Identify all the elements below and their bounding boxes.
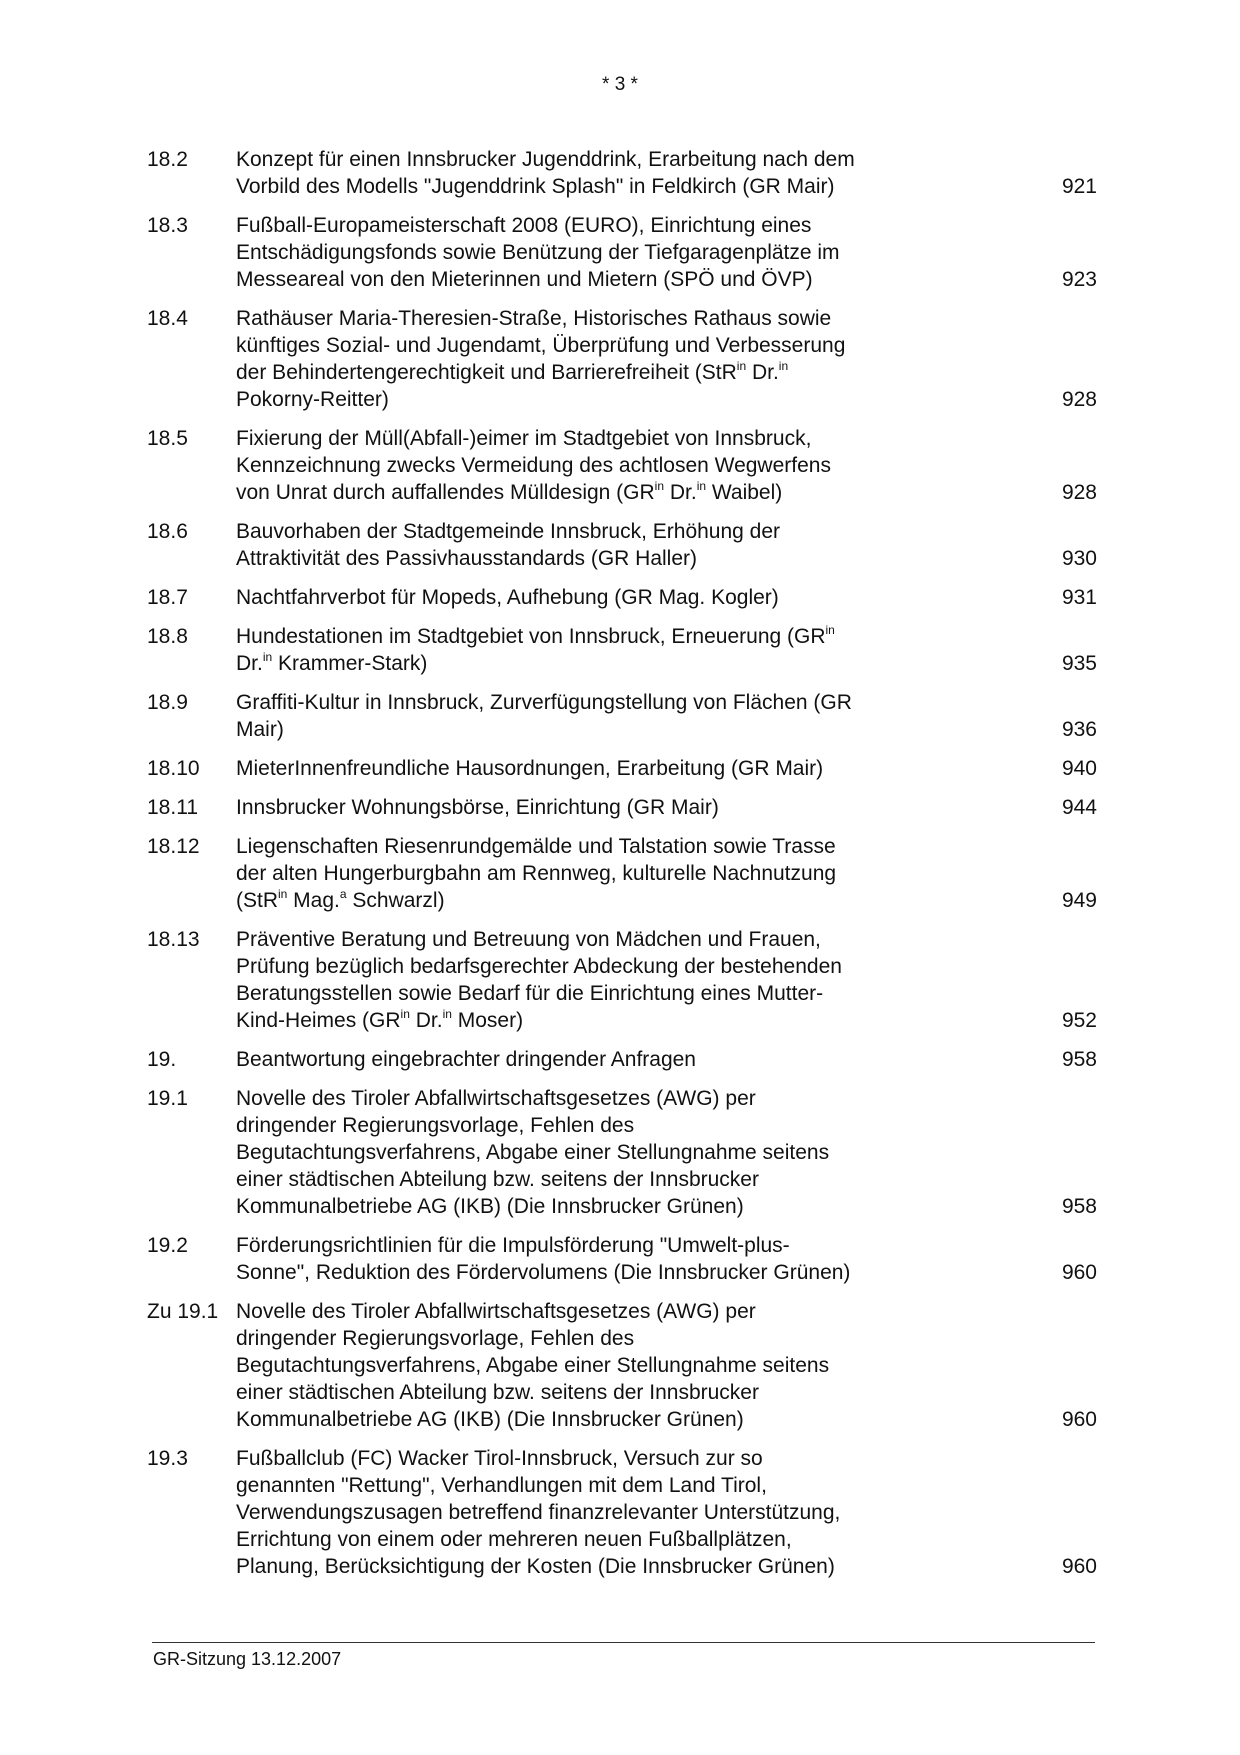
toc-entry-title-line: (StR$^{in}$ Mag.$^a$ Schwarzl) xyxy=(236,887,445,912)
toc-entry-title-line: Novelle des Tiroler Abfallwirtschaftsgesetzes (AWG) per xyxy=(236,1300,756,1323)
toc-entry xyxy=(147,584,1097,611)
toc-entry-title-line: Liegenschaften Riesenrundgemälde und Talstation sowie Trasse xyxy=(236,835,836,858)
toc-entry-title xyxy=(236,584,936,611)
toc-entry-page: 940 xyxy=(1061,757,1097,780)
toc-entry-title xyxy=(236,146,936,200)
table-of-contents xyxy=(147,146,1097,1592)
toc-entry-page: 960 xyxy=(1061,1408,1097,1431)
toc-entry-title xyxy=(236,212,936,293)
toc-entry-page: 935 xyxy=(1061,652,1097,675)
toc-entry-title xyxy=(236,1046,936,1073)
toc-entry-title-line: Attraktivität des Passivhausstandards (GR Haller) xyxy=(236,547,698,570)
toc-entry-number: 18.2 xyxy=(147,148,188,171)
toc-entry-title xyxy=(236,1445,936,1580)
toc-entry-title xyxy=(236,1085,936,1220)
toc-entry-page: 944 xyxy=(1061,796,1097,819)
toc-entry-title-line: Rathäuser Maria-Theresien-Straße, Historisches Rathaus sowie xyxy=(236,307,832,330)
toc-entry-page: 958 xyxy=(1061,1195,1097,1218)
toc-entry-title xyxy=(236,1298,936,1433)
toc-entry xyxy=(147,833,1097,914)
toc-entry-title-line: Fußball-Europameisterschaft 2008 (EURO), Einrichtung eines xyxy=(236,214,812,237)
toc-entry-number: 19.1 xyxy=(147,1087,188,1110)
toc-entry xyxy=(147,1085,1097,1220)
toc-entry-title-line: von Unrat durch auffallendes Mülldesign ($GR^{in}$ Dr.$^{in}$ Waibel) xyxy=(236,479,783,504)
footer-text: GR-Sitzung 13.12.2007 xyxy=(153,1649,342,1669)
toc-entry-title-line: Graffiti-Kultur in Innsbruck, Zurverfügungstellung von Flächen (GR xyxy=(236,691,852,714)
toc-entry-title-line: Begutachtungsverfahrens, Abgabe einer Stellungnahme seitens xyxy=(236,1354,830,1377)
toc-entry-title-line: Kommunalbetriebe AG (IKB) (Die Innsbrucker Grünen) xyxy=(236,1408,744,1431)
toc-entry-title-line: Begutachtungsverfahrens, Abgabe einer Stellungnahme seitens xyxy=(236,1141,830,1164)
toc-entry-title-line: einer städtischen Abteilung bzw. seitens der Innsbrucker xyxy=(236,1168,759,1191)
toc-entry-title-line: Kind-Heimes ($GR^{in}$ Dr.$^{in}$ Moser) xyxy=(236,1007,524,1032)
toc-entry-title xyxy=(236,794,936,821)
toc-entry-title-line: Novelle des Tiroler Abfallwirtschaftsgesetzes (AWG) per xyxy=(236,1087,756,1110)
toc-entry xyxy=(147,1298,1097,1433)
toc-entry-title-line: der alten Hungerburgbahn am Rennweg, kulturelle Nachnutzung xyxy=(236,862,837,885)
toc-entry-title xyxy=(236,755,936,782)
toc-entry-number: 18.11 xyxy=(147,796,198,819)
toc-entry-page: 958 xyxy=(1061,1048,1097,1071)
toc-entry xyxy=(147,1232,1097,1286)
toc-entry-number: 18.6 xyxy=(147,520,188,543)
toc-entry-number: 19. xyxy=(147,1048,177,1071)
toc-entry-title xyxy=(236,833,936,914)
toc-entry-page: 936 xyxy=(1061,718,1097,741)
toc-entry-number: 18.4 xyxy=(147,307,188,330)
toc-entry xyxy=(147,305,1097,413)
toc-entry-title-line: dringender Regierungsvorlage, Fehlen des xyxy=(236,1327,635,1350)
toc-entry-title xyxy=(236,305,936,413)
toc-entry-title xyxy=(236,518,936,572)
toc-entry-page: 960 xyxy=(1061,1555,1097,1578)
page-number: * 3 * xyxy=(602,74,638,95)
toc-entry-number: 18.5 xyxy=(147,427,188,450)
toc-entry-title-line: der Behindertengerechtigkeit und Barrierefreiheit (StR$^{in}$ Dr.$^{in}$ xyxy=(236,359,789,384)
toc-entry-number: 18.9 xyxy=(147,691,188,714)
toc-entry-number: 19.2 xyxy=(147,1234,188,1257)
toc-entry xyxy=(147,794,1097,821)
toc-entry-page: 949 xyxy=(1061,889,1097,912)
toc-entry-page: 921 xyxy=(1061,175,1097,198)
toc-entry-number: 18.12 xyxy=(147,835,200,858)
toc-entry-title-line: Prüfung bezüglich bedarfsgerechter Abdeckung der bestehenden xyxy=(236,955,842,978)
toc-entry-title-line: Innsbrucker Wohnungsbörse, Einrichtung (GR Mair) xyxy=(236,796,719,819)
toc-entry-title-line: Vorbild des Modells "Jugenddrink Splash" in Feldkirch (GR Mair) xyxy=(236,175,835,198)
toc-entry-title-line: Förderungsrichtlinien für die Impulsförderung "Umwelt-plus- xyxy=(236,1234,790,1257)
toc-entry-page: 930 xyxy=(1061,547,1097,570)
toc-entry-page: 931 xyxy=(1061,586,1097,609)
toc-entry-number: 18.8 xyxy=(147,625,188,648)
toc-entry-title-line: Konzept für einen Innsbrucker Jugenddrink, Erarbeitung nach dem xyxy=(236,148,855,171)
toc-entry-title-line: Pokorny-Reitter) xyxy=(236,388,389,411)
toc-entry-page: 923 xyxy=(1061,268,1097,291)
toc-entry-title-line: MieterInnenfreundliche Hausordnungen, Erarbeitung (GR Mair) xyxy=(236,757,824,780)
toc-entry-title-line: genannten "Rettung", Verhandlungen mit dem Land Tirol, xyxy=(236,1474,767,1497)
toc-entry xyxy=(147,1046,1097,1073)
toc-entry-page: 928 xyxy=(1061,388,1097,411)
toc-entry-title-line: Hundestationen im Stadtgebiet von Innsbruck, Erneuerung ($GR^{in}$ xyxy=(236,623,835,648)
toc-entry-title-line: Planung, Berücksichtigung der Kosten (Die Innsbrucker Grünen) xyxy=(236,1555,835,1578)
toc-entry-title-line: Fixierung der Müll(Abfall-)eimer im Stadtgebiet von Innsbruck, xyxy=(236,427,812,450)
toc-entry-page: 928 xyxy=(1061,481,1097,504)
toc-entry xyxy=(147,212,1097,293)
toc-entry-title-line: Mair) xyxy=(236,718,284,741)
toc-entry-title-line: Errichtung von einem oder mehreren neuen Fußballplätzen, xyxy=(236,1528,792,1551)
toc-entry-title-line: künftiges Sozial- und Jugendamt, Überprüfung und Verbesserung xyxy=(236,334,846,357)
toc-entry-number: Zu 19.1 xyxy=(147,1300,219,1323)
toc-entry-number: 18.10 xyxy=(147,757,200,780)
footer-divider xyxy=(152,1642,1095,1643)
toc-entry-title-line: Dr.$^{in}$ Krammer-Stark) xyxy=(236,650,428,675)
toc-entry xyxy=(147,1445,1097,1580)
toc-entry xyxy=(147,926,1097,1034)
toc-entry-title-line: Verwendungszusagen betreffend finanzrelevanter Unterstützung, xyxy=(236,1501,841,1524)
toc-entry-title-line: Entschädigungsfonds sowie Benützung der Tiefgaragenplätze im xyxy=(236,241,840,264)
toc-entry-title-line: dringender Regierungsvorlage, Fehlen des xyxy=(236,1114,635,1137)
toc-entry xyxy=(147,623,1097,677)
toc-entry-title-line: Kommunalbetriebe AG (IKB) (Die Innsbrucker Grünen) xyxy=(236,1195,744,1218)
toc-entry xyxy=(147,425,1097,506)
toc-entry-title xyxy=(236,623,936,677)
toc-entry-page: 960 xyxy=(1061,1261,1097,1284)
toc-entry-number: 19.3 xyxy=(147,1447,188,1470)
toc-entry-title-line: einer städtischen Abteilung bzw. seitens der Innsbrucker xyxy=(236,1381,759,1404)
toc-entry xyxy=(147,518,1097,572)
toc-entry-title-line: Fußballclub (FC) Wacker Tirol-Innsbruck, Versuch zur so xyxy=(236,1447,763,1470)
toc-entry-title-line: Messeareal von den Mieterinnen und Mietern (SPÖ und ÖVP) xyxy=(236,268,813,291)
toc-entry-number: 18.13 xyxy=(147,928,200,951)
toc-entry xyxy=(147,755,1097,782)
toc-entry-title xyxy=(236,425,936,506)
toc-entry-title xyxy=(236,1232,936,1286)
toc-entry xyxy=(147,146,1097,200)
toc-entry-page: 952 xyxy=(1061,1009,1097,1032)
toc-entry-title xyxy=(236,926,936,1034)
toc-entry-title-line: Sonne", Reduktion des Fördervolumens (Die Innsbrucker Grünen) xyxy=(236,1261,851,1284)
toc-entry-title xyxy=(236,689,936,743)
toc-entry-title-line: Bauvorhaben der Stadtgemeinde Innsbruck, Erhöhung der xyxy=(236,520,781,543)
toc-entry-title-line: Beratungsstellen sowie Bedarf für die Einrichtung eines Mutter- xyxy=(236,982,824,1005)
toc-entry xyxy=(147,689,1097,743)
toc-entry-title-line: Nachtfahrverbot für Mopeds, Aufhebung (GR Mag. Kogler) xyxy=(236,586,779,609)
toc-entry-title-line: Beantwortung eingebrachter dringender Anfragen xyxy=(236,1048,696,1071)
toc-entry-title-line: Präventive Beratung und Betreuung von Mädchen und Frauen, xyxy=(236,928,821,951)
toc-entry-number: 18.7 xyxy=(147,586,188,609)
toc-entry-title-line: Kennzeichnung zwecks Vermeidung des achtlosen Wegwerfens xyxy=(236,454,831,477)
toc-entry-number: 18.3 xyxy=(147,214,188,237)
